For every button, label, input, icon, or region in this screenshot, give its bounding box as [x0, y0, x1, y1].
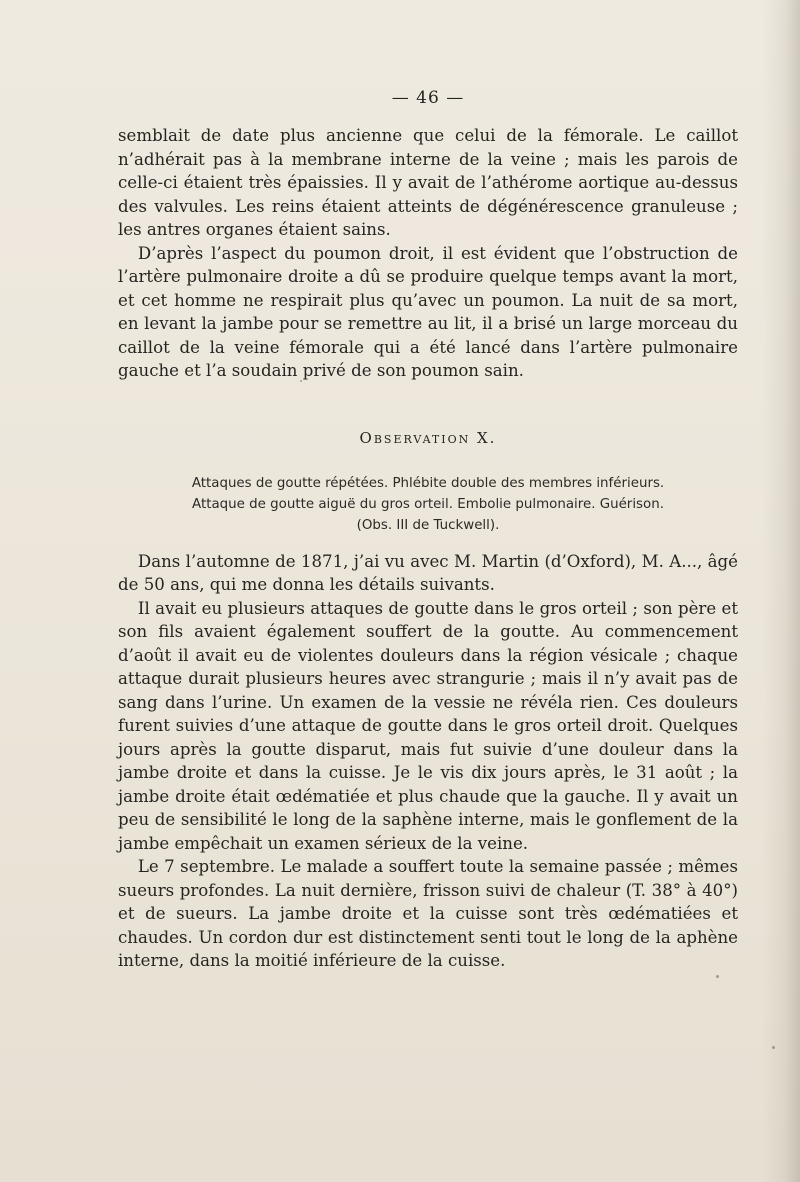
- observation-title: Observation X.: [359, 428, 497, 447]
- paragraph-lung-analysis: D’après l’aspect du poumon droit, il est évident que l’obstruction de l’artère pulmonaire droite a dû se produire quelque temps avant la mort, et cet homme ne respirait plus qu’avec un poumon. La nuit de sa mort, en levant la jambe pour se remettre au lit, il a brisé un large morceau du caillot de la veine fémorale qui a été lancé dans l’artère pulmonaire gauche et l’a soudain privé de son poumon sain.: [118, 243, 738, 380]
- paragraph-continuation: semblait de date plus ancienne que celui de la fémorale. Le caillot n’adhérait pas à la membrane interne de la veine ; mais les parois de celle-ci étaient très épaissies. Il y avait de l’athérome aortique au-dessus des valvules. Les reins étaient atteints de dégénérescence granuleuse ; les antres organes étaient sains.: [118, 126, 738, 239]
- observation-summary: [118, 473, 738, 536]
- paper-speck: [772, 1046, 775, 1049]
- paragraph-september: Le 7 septembre. Le malade a souffert toute la semaine passée ; mêmes sueurs profondes. La nuit dernière, frisson suivi de chaleur (T. 38° à 40°) et de sueurs. La jambe droite et la cuisse sont très œdématiées et chaudes. Un cordon dur est distinctement senti tout le long de la aphène interne, dans la moitié inférieure de la cuisse.: [118, 857, 738, 970]
- paragraph-intro: Dans l’automne de 1871, j’ai vu avec M. Martin (d’Oxford), M. A..., âgé de 50 ans, qui me donna les détails suivants.: [118, 551, 738, 594]
- paper-speck: [716, 975, 719, 978]
- observation-summary-line: (Obs. III de Tuckwell).: [356, 517, 500, 533]
- page-number: — 46 —: [391, 88, 465, 108]
- observation-summary-line: Attaques de goutte répétées. Phlébite double des membres inférieurs.: [191, 475, 665, 491]
- page-edge-shadow: [762, 0, 800, 1182]
- page-text: [118, 88, 738, 973]
- observation-summary-line: Attaque de goutte aiguë du gros orteil. Embolie pulmonaire. Guérison.: [192, 496, 664, 512]
- paragraph-history: Il avait eu plusieurs attaques de goutte dans le gros orteil ; son père et son fils avaient également souffert de la goutte. Au commencement d’août il avait eu de violentes douleurs dans la région vésicale ; chaque attaque durait plusieurs heures avec strangurie ; mais il n’y avait pas de sang dans l’urine. Un examen de la vessie ne révéla rien. Ces douleurs furent suivies d’une attaque de goutte dans le gros orteil droit. Quelques jours après la goutte disparut, mais fut suivie d’une douleur dans la jambe droite et dans la cuisse. Je le vis dix jours après, le 31 août ; la jambe droite était œdématiée et plus chaude que la gauche. Il y avait un peu de sensibilité le long de la saphène interne, mais le gonflement de la jambe empêchait un examen sérieux de la veine.: [118, 598, 738, 853]
